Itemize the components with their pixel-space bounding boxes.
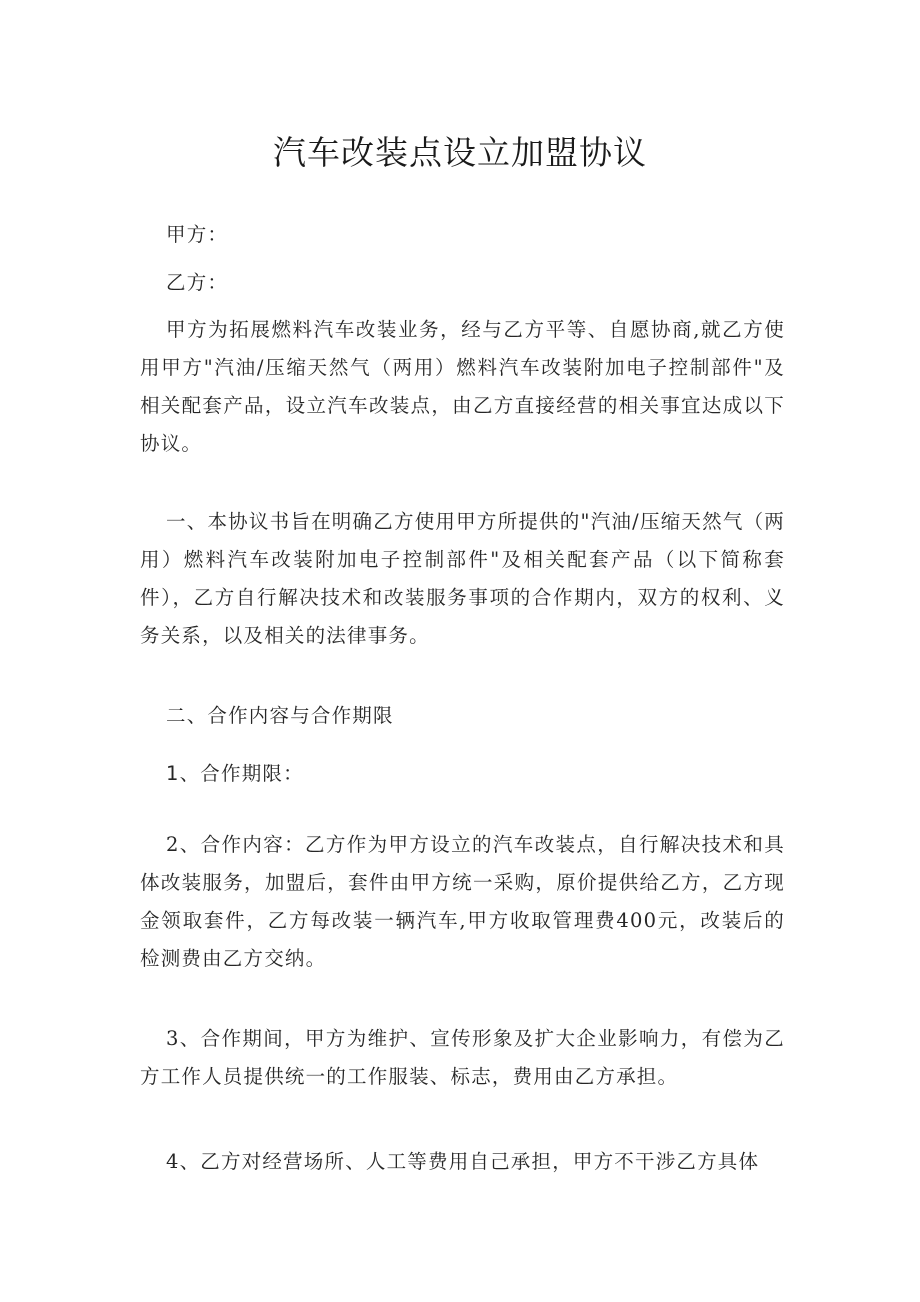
clause-2-3-paragraph: 3、合作期间，甲方为维护、宣传形象及扩大企业影响力，有偿为乙方工作人员提供统一的工作服装、标志，费用由乙方承担。	[140, 1027, 785, 1088]
party-a-line: 甲方：	[166, 223, 229, 246]
clause-1-paragraph: 一、本协议书旨在明确乙方使用甲方所提供的"汽油/压缩天然气（两用）燃料汽车改装附加电子控制部件"及相关配套产品（以下简称套件），乙方自行解决技术和改装服务事项的合作期内，双方的权利、义务关系，以及相关的法律事务。	[140, 510, 785, 647]
clause-2-1-paragraph: 1、合作期限：	[166, 762, 304, 785]
party-b-line: 乙方：	[166, 271, 229, 294]
clause-2-heading: 二、合作内容与合作期限	[166, 704, 394, 727]
clause-2-2-paragraph: 2、合作内容：乙方作为甲方设立的汽车改装点，自行解决技术和具体改装服务，加盟后，套件由甲方统一采购，原价提供给乙方，乙方现金领取套件，乙方每改装一辆汽车,甲方收取管理费400元，改装后的检测费由乙方交纳。	[140, 833, 785, 970]
document-title: 汽车改装点设立加盟协议	[273, 133, 647, 172]
clause-2-4-paragraph: 4、乙方对经营场所、人工等费用自己承担，甲方不干涉乙方具体	[166, 1150, 760, 1173]
preamble-paragraph: 甲方为拓展燃料汽车改装业务，经与乙方平等、自愿协商,就乙方使用甲方"汽油/压缩天然气（两用）燃料汽车改装附加电子控制部件"及相关配套产品，设立汽车改装点，由乙方直接经营的相关事宜达成以下协议。	[140, 318, 785, 455]
